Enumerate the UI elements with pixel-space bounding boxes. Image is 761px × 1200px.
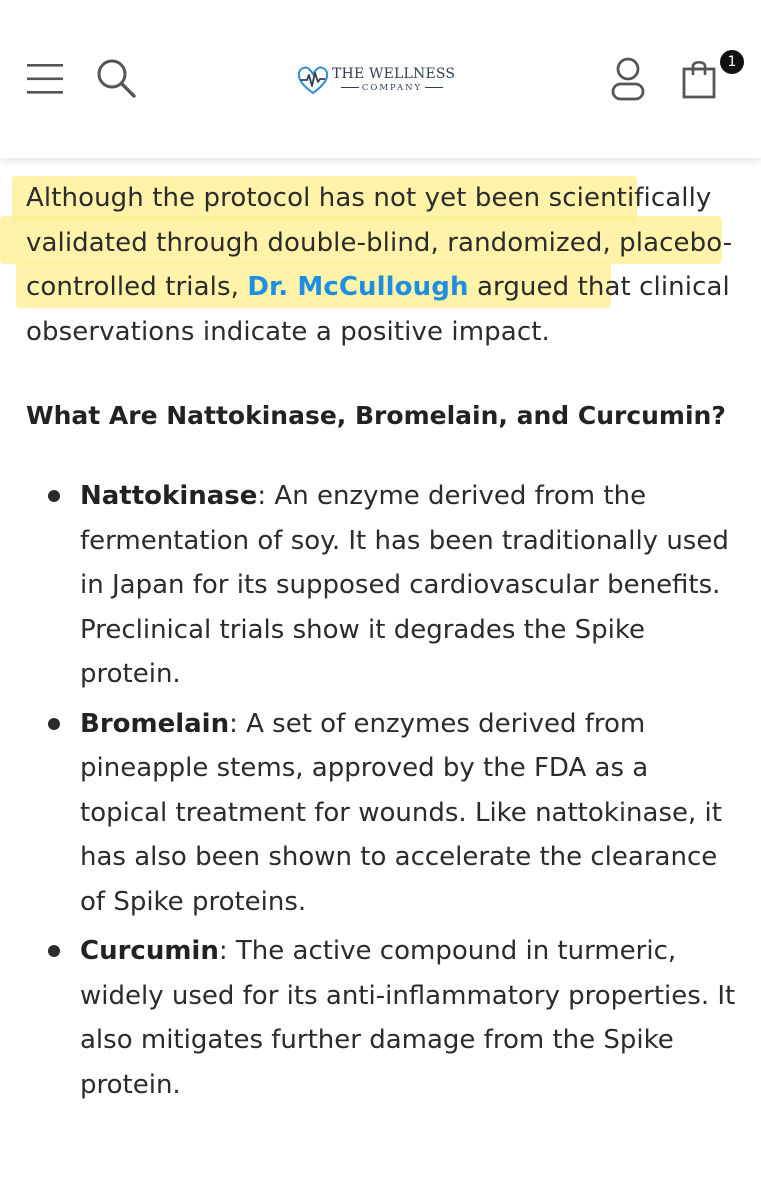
site-logo[interactable] (296, 60, 466, 100)
search-icon[interactable] (94, 56, 138, 100)
list-item-nattokinase (26, 474, 738, 697)
bullet-icon (48, 945, 60, 957)
list-item-bromelain (26, 702, 738, 925)
hamburger-menu-icon[interactable] (26, 62, 64, 96)
user-account-icon[interactable] (606, 56, 650, 102)
bullet-icon (48, 490, 60, 502)
shopping-bag-icon[interactable] (678, 56, 722, 100)
mccullough-link[interactable]: Dr. McCullough (247, 272, 469, 302)
section-heading: What Are Nattokinase, Bromelain, and Curcumin? (26, 401, 726, 430)
article-body (26, 176, 738, 1112)
ingredient-list (26, 474, 738, 1107)
list-item-curcumin (26, 929, 738, 1107)
bullet-icon (48, 718, 60, 730)
term-nattokinase: Nattokinase (80, 481, 258, 511)
intro-text-highlighted: Although the protocol has not yet been scientifically validated through double-blind, randomized, placebo-controlled trials, (26, 183, 733, 302)
term-curcumin: Curcumin (80, 936, 219, 966)
intro-text-rest: argued that clinical observations indicate a positive impact. (26, 272, 730, 347)
description-bromelain: : A set of enzymes derived from pineapple stems, approved by the FDA as a topical treatment for wounds. Like nattokinase, it has also been shown to accelerate the clearance of Spike proteins. (80, 708, 722, 917)
site-header (0, 0, 761, 158)
description-curcumin: : The active compound in turmeric, widely used for its anti-inflammatory properties. It also mitigates further damage from the Spike protein. (80, 936, 736, 1100)
intro-paragraph (26, 176, 738, 354)
cart-count-badge: 1 (720, 50, 744, 74)
description-nattokinase: : An enzyme derived from the fermentation of soy. It has been traditionally used in Japan for its supposed cardiovascular benefits. Preclinical trials show it degrades the Spike protein. (80, 481, 729, 689)
term-bromelain: Bromelain (80, 708, 230, 739)
heartbeat-logo-icon (296, 63, 330, 97)
logo-name: THE WELLNESS (332, 66, 456, 82)
logo-subtitle: COMPANY (332, 83, 452, 93)
